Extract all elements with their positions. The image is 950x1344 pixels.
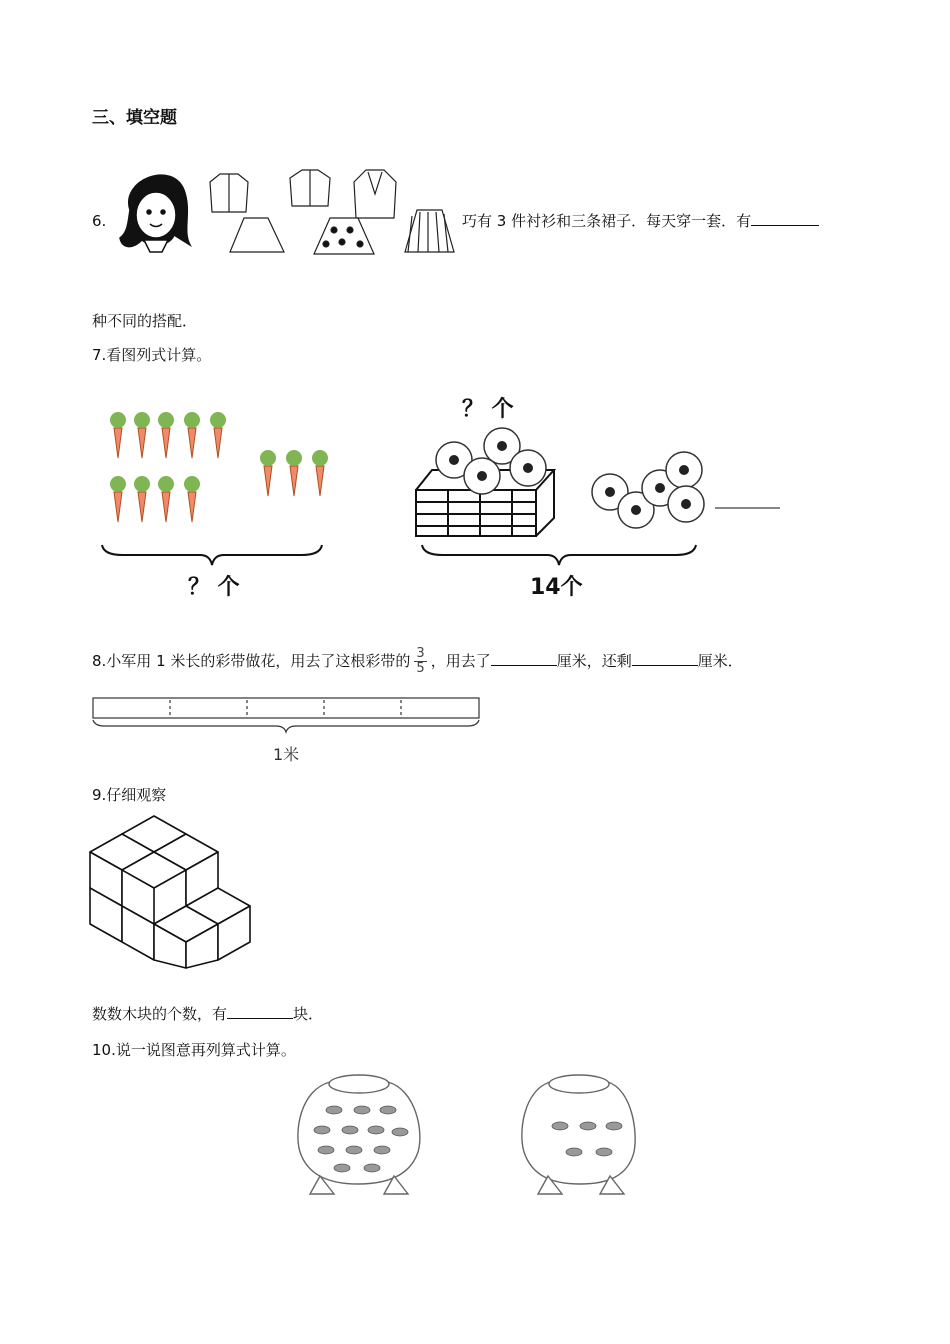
ribbon-brace: [93, 720, 479, 732]
skirt-icons: [230, 210, 454, 254]
girl-illustration: [120, 175, 190, 252]
q8-fraction: [414, 647, 426, 676]
ribbon-bar: [93, 698, 479, 718]
q10-title: 10.说一说图意再列算式计算。: [92, 1041, 296, 1059]
section-title: 三、填空题: [92, 108, 177, 128]
q8-used-blank[interactable]: [491, 651, 557, 666]
q8-ruler-label: 1米: [273, 745, 300, 764]
q10-fishbowls-illustration: [292, 1072, 642, 1202]
q8-fraction-denominator: 5: [416, 661, 425, 676]
stacked-cubes: [90, 816, 250, 968]
q9-answer-blank[interactable]: [227, 1004, 293, 1019]
q7-right-top-label: ？ 个: [462, 397, 514, 422]
q6-text: [462, 211, 819, 231]
fishbowl-right: [522, 1075, 635, 1194]
q8-remaining-blank[interactable]: [632, 651, 698, 666]
carrot-icons: [114, 428, 324, 522]
left-brace: [102, 545, 322, 565]
q8-mid1: ，用去了: [430, 652, 491, 670]
q9-title: 9.仔细观察: [92, 786, 167, 804]
q8-suffix: 厘米．: [697, 652, 743, 670]
q7-title: 7.看图列式计算。: [92, 346, 212, 364]
q8-text: [92, 645, 743, 677]
shirt-icons: [210, 170, 396, 218]
q7-right-bottom-label: 14个: [530, 575, 583, 600]
q6-answer-blank[interactable]: [751, 211, 819, 226]
q8-prefix: 8.小军用 1 米长的彩带做花，用去了这根彩带的: [92, 652, 411, 670]
q9-blocks-illustration: [88, 812, 256, 972]
q6-continuation: 种不同的搭配．: [92, 312, 198, 330]
right-brace: [422, 545, 696, 565]
q8-mid2: 厘米，还剩: [556, 652, 632, 670]
q9-suffix: 块．: [293, 1005, 324, 1023]
q9-text: [92, 1004, 323, 1024]
q8-ribbon-diagram: [90, 696, 482, 736]
q6-question-text: 巧有 3 件衬衫和三条裙子．每天穿一套．有: [462, 212, 752, 230]
q7-left-label: ？ 个: [188, 575, 240, 600]
q8-fraction-numerator: 3: [416, 646, 425, 661]
q6-number: 6.: [92, 212, 107, 230]
q9-prefix: 数数木块的个数，有: [92, 1005, 228, 1023]
q6-clothing-illustration: [112, 160, 457, 260]
